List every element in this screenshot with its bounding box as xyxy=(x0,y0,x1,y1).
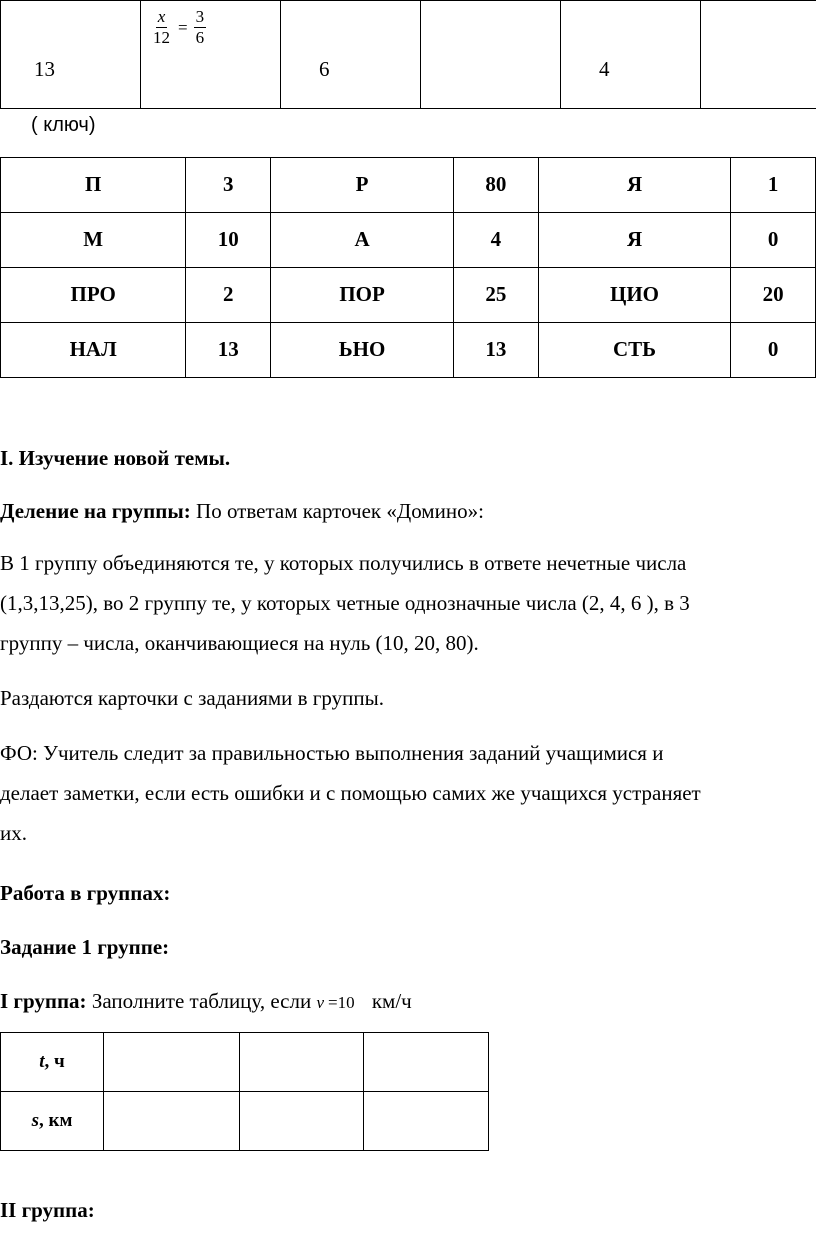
groups-division-label: Деление на группы: xyxy=(0,499,191,523)
table-cell[interactable] xyxy=(240,1033,364,1092)
task-table xyxy=(0,1032,489,1151)
groups-division-colon: : xyxy=(478,499,484,523)
fraction-denominator: 12 xyxy=(153,28,170,47)
table-row xyxy=(1,323,816,378)
table-cell[interactable] xyxy=(364,1033,489,1092)
table-cell: НАЛ xyxy=(1,323,186,378)
table-row xyxy=(1,1033,489,1092)
speed-variable: v xyxy=(316,993,324,1012)
table-cell xyxy=(561,1,701,109)
table-cell: 3 xyxy=(186,158,271,213)
paragraph-line: делает заметки, если есть ошибки и с помощью самих же учащихся устраняет xyxy=(0,781,701,805)
time-variable: t xyxy=(39,1051,45,1072)
table-row xyxy=(1,1,816,109)
table-cell: 1 xyxy=(731,158,816,213)
table-cell: Р xyxy=(271,158,454,213)
table-cell: ЦИО xyxy=(538,268,731,323)
fraction-equation xyxy=(151,7,206,48)
time-unit: , ч xyxy=(44,1051,65,1072)
table-cell: Я xyxy=(538,158,731,213)
groups-division-text: По ответам карточек xyxy=(190,499,387,523)
group1-label: I группа: xyxy=(0,989,87,1013)
speed-unit: км/ч xyxy=(371,989,412,1013)
table-cell: 2 xyxy=(186,268,271,323)
paragraph-line: группу – числа, оканчивающиеся на нуль (10, 20, 80). xyxy=(0,631,479,655)
table-cell: П xyxy=(1,158,186,213)
table-cell: М xyxy=(1,213,186,268)
row-header-distance xyxy=(1,1092,104,1151)
table-row xyxy=(1,1092,489,1151)
top-answer-table xyxy=(0,0,816,109)
distance-unit: , км xyxy=(39,1110,73,1131)
domino-table xyxy=(0,157,816,378)
table-cell: ПРО xyxy=(1,268,186,323)
group1-text: Заполните таблицу, если xyxy=(86,989,317,1013)
distance-variable: s xyxy=(31,1110,39,1131)
table-cell: ЬНО xyxy=(271,323,454,378)
paragraph-line: В 1 группу объединяются те, у которых получились в ответе нечетные числа xyxy=(0,551,687,575)
speed-value: =10 xyxy=(328,993,355,1012)
paragraph-line: ФО: Учитель следит за правильностью выполнения заданий учащимися и xyxy=(0,741,664,765)
table-cell: СТЬ xyxy=(538,323,731,378)
table-cell[interactable] xyxy=(104,1033,240,1092)
section-title: I. Изучение новой темы. xyxy=(0,446,231,470)
table-cell[interactable] xyxy=(364,1092,489,1151)
group1-instruction xyxy=(0,983,816,1021)
table-cell: 0 xyxy=(731,213,816,268)
table-cell: 4 xyxy=(454,213,539,268)
fo-paragraph xyxy=(0,735,816,852)
fraction-denominator: 6 xyxy=(195,28,205,47)
table-cell: 10 xyxy=(186,213,271,268)
table-cell: 0 xyxy=(731,323,816,378)
table-cell xyxy=(421,1,561,109)
work-in-groups-heading: Работа в группах: xyxy=(0,881,171,905)
table-cell: 13 xyxy=(186,323,271,378)
group2-heading: II группа: xyxy=(0,1198,95,1222)
table-cell xyxy=(1,1,141,109)
table-cell xyxy=(281,1,421,109)
cell-value: 4 xyxy=(599,57,610,81)
equals-sign: = xyxy=(178,17,188,37)
table-cell: 25 xyxy=(454,268,539,323)
speed-formula xyxy=(316,993,354,1012)
table-cell[interactable] xyxy=(240,1092,364,1151)
cell-value: 13 xyxy=(34,57,55,81)
table-row xyxy=(1,158,816,213)
table-cell xyxy=(141,1,281,109)
task1-heading: Задание 1 группе: xyxy=(0,935,170,959)
key-label: ( ключ) xyxy=(31,114,96,136)
groups-division-paragraph xyxy=(0,493,816,530)
table-row xyxy=(1,213,816,268)
fraction-numerator: 3 xyxy=(195,7,205,26)
table-cell: 20 xyxy=(731,268,816,323)
table-cell[interactable] xyxy=(104,1092,240,1151)
table-cell: 13 xyxy=(454,323,539,378)
table-cell: А xyxy=(271,213,454,268)
cards-paragraph: Раздаются карточки с заданиями в группы. xyxy=(0,686,384,710)
paragraph-line: (1,3,13,25), во 2 группу те, у которых четные однозначные числа (2, 4, 6 ), в 3 xyxy=(0,591,690,615)
table-cell: ПОР xyxy=(271,268,454,323)
table-row xyxy=(1,268,816,323)
table-cell: Я xyxy=(538,213,731,268)
fraction-numerator: x xyxy=(157,7,166,26)
row-header-time xyxy=(1,1033,104,1092)
groups-paragraph xyxy=(0,545,816,662)
table-cell xyxy=(701,1,816,109)
domino-quote: «Домино» xyxy=(386,499,479,523)
paragraph-line: их. xyxy=(0,821,27,845)
cell-value: 6 xyxy=(319,57,330,81)
table-cell: 80 xyxy=(454,158,539,213)
